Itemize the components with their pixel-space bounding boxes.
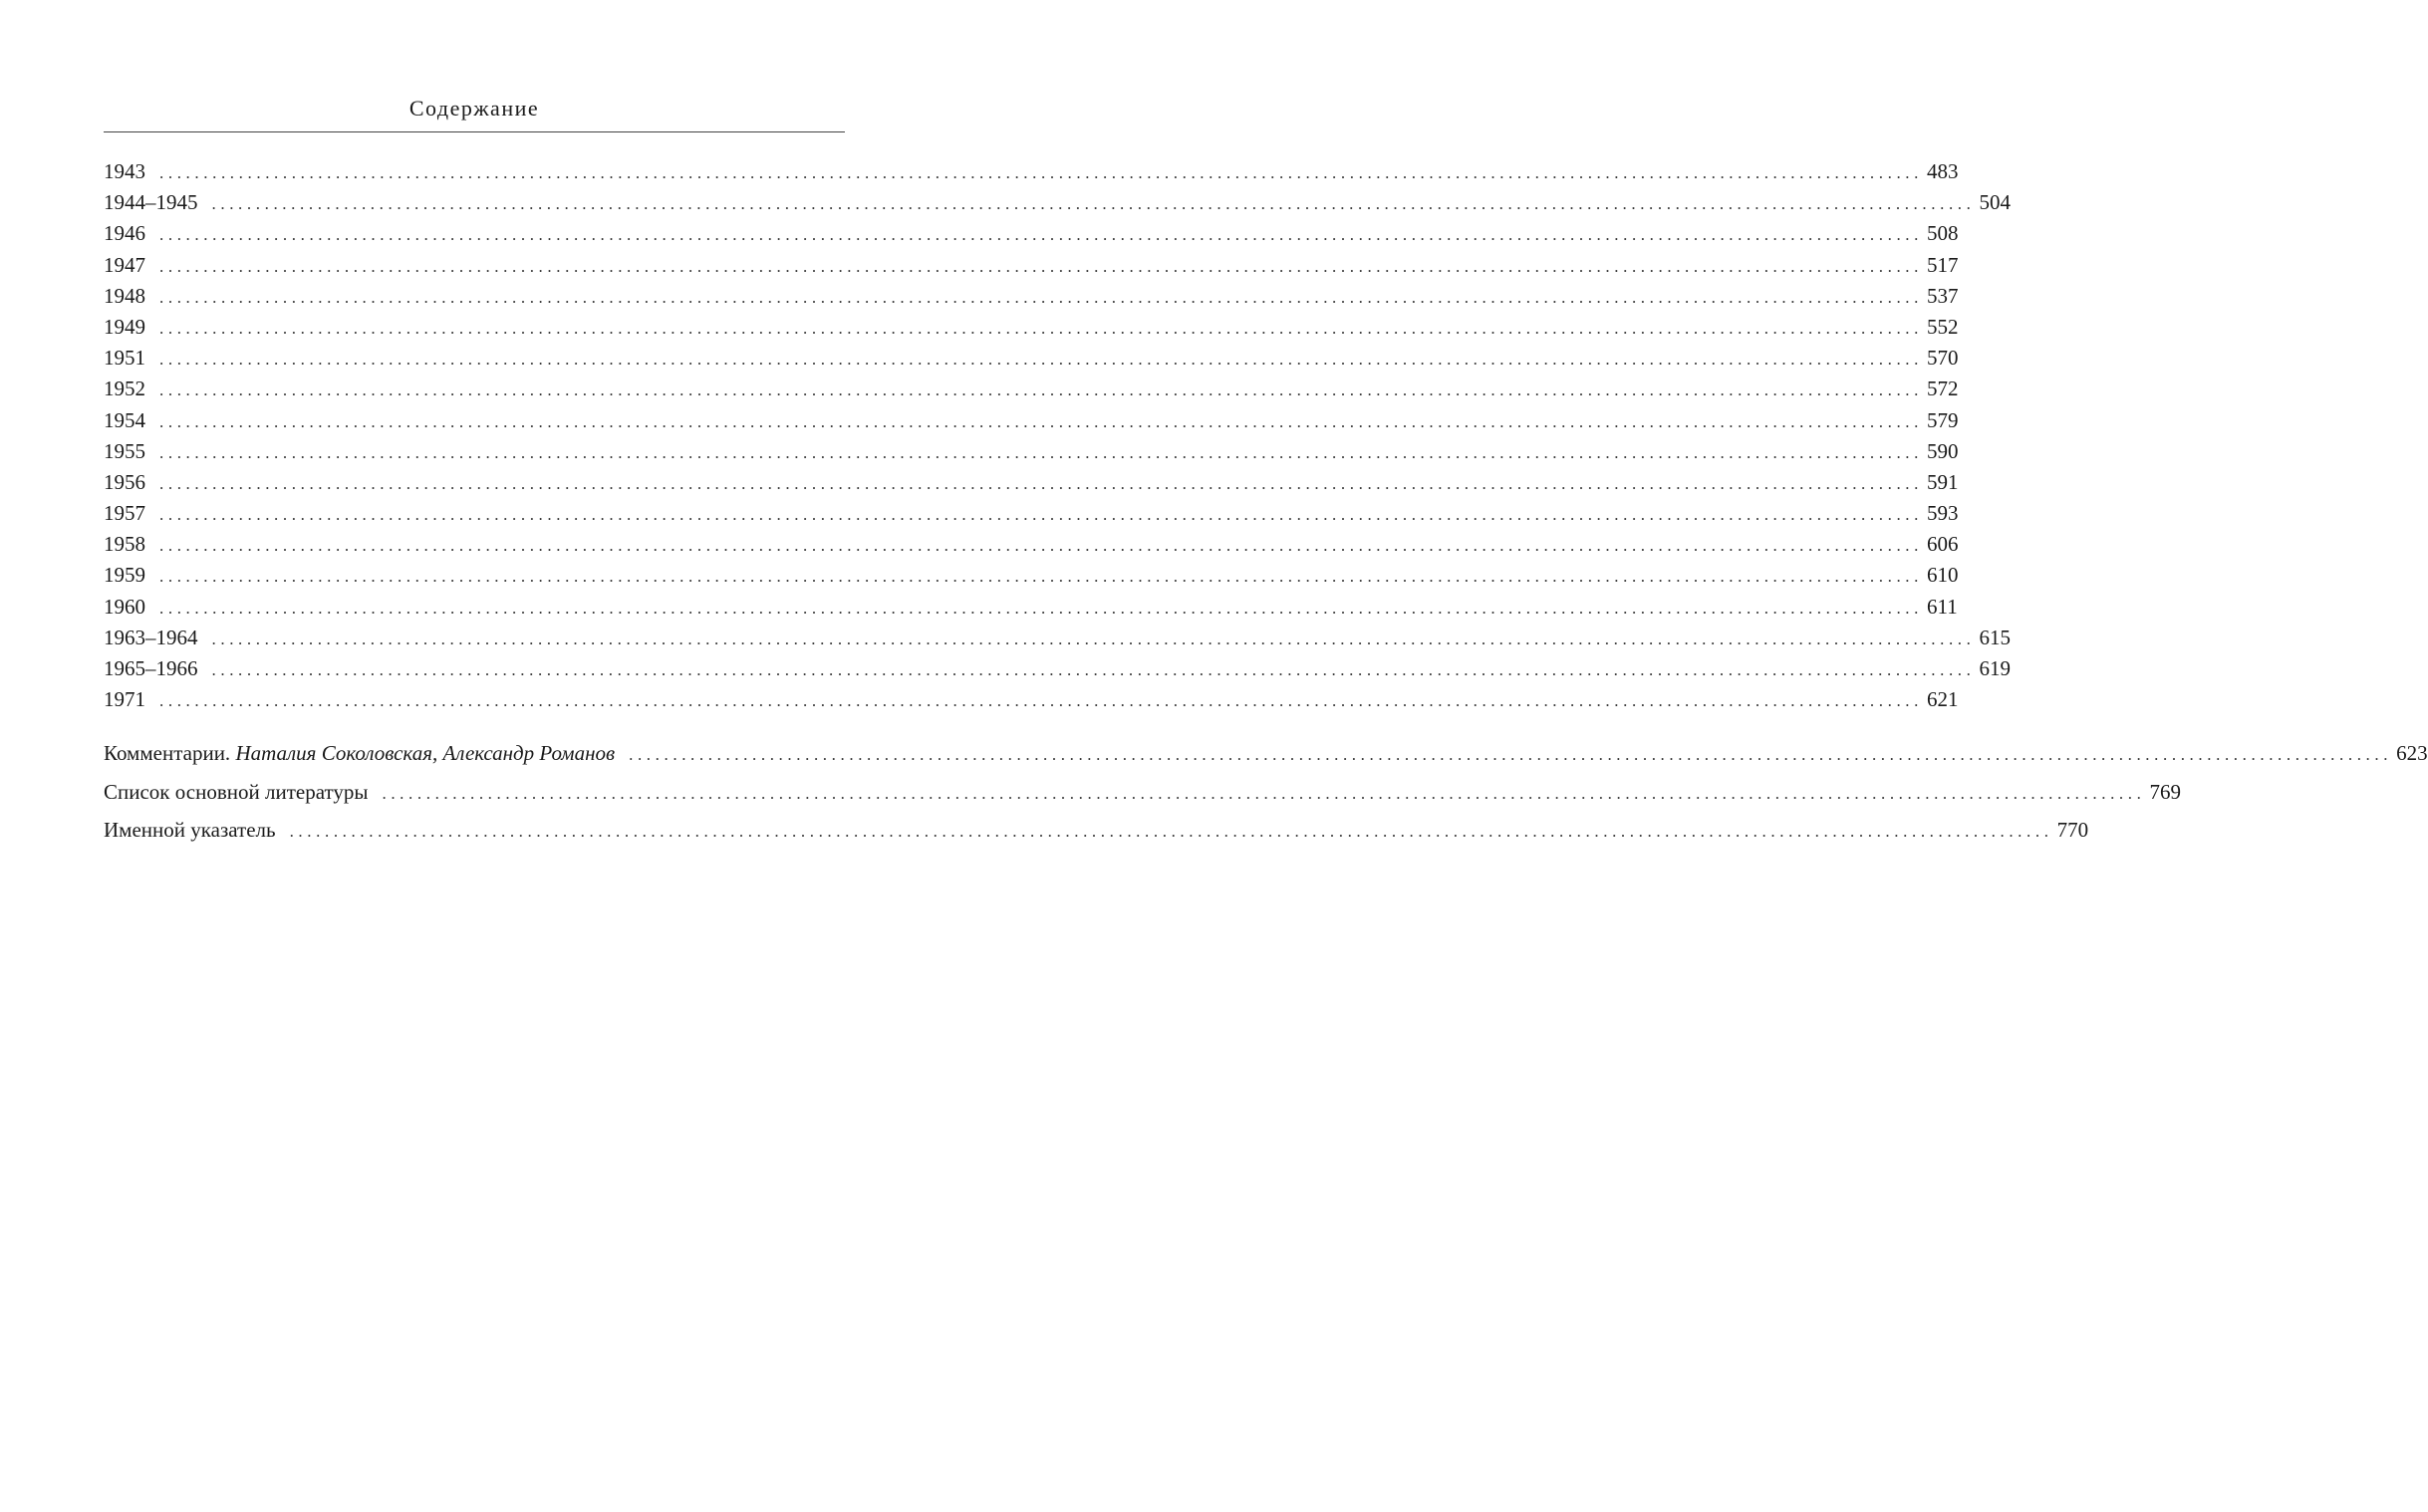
entry-label: 1963–1964 [104,625,198,649]
dot-leader: ........................................................................................................................................................................................................ [629,745,2393,764]
entry-page: 508 [1927,221,1959,246]
entry-page: 570 [1927,346,1959,371]
entry-page: 590 [1927,438,1959,463]
entry-label: 1951 [104,346,145,371]
toc-entry-bibliography[interactable] [104,779,2181,819]
dot-leader: ........................................................................................................................................................................................................ [159,225,1923,245]
toc-entry[interactable] [104,687,1959,718]
toc-entry[interactable] [104,377,1959,407]
toc-entry-commentary[interactable] [104,741,2428,780]
dot-leader: ........................................................................................................................................................................................................ [159,505,1923,525]
toc-year-list [104,159,2011,718]
entry-label: 1965–1966 [104,656,198,680]
dot-leader: ........................................................................................................................................................................................................ [159,598,1923,618]
commentary-label: Комментарии. [104,741,231,765]
commentary-authors: Наталия Соколовская, Александр Романов [235,741,616,765]
toc-entry[interactable] [104,159,1959,190]
entry-page: 606 [1927,532,1959,557]
dot-leader: ........................................................................................................................................................................................................ [211,194,1976,214]
toc-entry[interactable] [104,314,1959,346]
entry-page: 552 [1927,314,1959,339]
entry-label: 1946 [104,221,145,246]
entry-label: 1955 [104,438,145,463]
entry-label: 1956 [104,469,145,494]
toc-entry[interactable] [104,252,1959,284]
entry-page: 517 [1927,252,1959,277]
entry-label: 1960 [104,594,145,619]
entry-page: 770 [2056,818,2089,842]
dot-leader: ........................................................................................................................................................................................................ [159,473,1923,493]
toc-entry[interactable] [104,283,1959,315]
dot-leader: ........................................................................................................................................................................................................ [159,411,1923,431]
toc-entry[interactable] [104,469,1959,501]
dot-leader: ........................................................................................................................................................................................................ [211,660,1976,679]
dot-leader: ........................................................................................................................................................................................................ [289,822,2053,841]
entry-page: 615 [1979,625,2011,649]
toc-entry[interactable] [104,407,1959,439]
toc-entry[interactable] [104,438,1959,470]
entry-label: 1948 [104,283,145,308]
toc-entry[interactable] [104,625,2011,656]
toc-entry[interactable] [104,563,1959,594]
dot-leader: ........................................................................................................................................................................................................ [159,287,1923,307]
entry-label: 1944–1945 [104,190,198,215]
entry-label: 1971 [104,687,145,712]
toc-entry[interactable] [104,656,2011,687]
header-rule [104,131,845,132]
running-head-title: Содержание [408,96,540,121]
entry-label: Список основной литературы [104,779,369,804]
dot-leader: ........................................................................................................................................................................................................ [159,691,1923,711]
entry-page: 579 [1927,407,1959,432]
dot-leader: ........................................................................................................................................................................................................ [382,783,2146,803]
toc-entry-index[interactable] [104,818,2089,857]
entry-label: 1943 [104,159,145,183]
entry-page: 611 [1927,594,1958,619]
dot-leader: ........................................................................................................................................................................................................ [211,629,1976,648]
toc-back-matter-list [104,741,2428,857]
dot-leader: ........................................................................................................................................................................................................ [159,567,1923,587]
dot-leader: ........................................................................................................................................................................................................ [159,350,1923,370]
toc-entry[interactable] [104,594,1958,626]
entry-page: 537 [1927,283,1959,308]
entry-label: 1959 [104,563,145,588]
entry-page: 621 [1927,687,1959,712]
toc-entry[interactable] [104,501,1959,532]
entry-label: 1957 [104,501,145,526]
entry-page: 623 [2396,741,2428,765]
dot-leader: ........................................................................................................................................................................................................ [159,256,1923,276]
entry-label: 1958 [104,532,145,557]
dot-leader: ........................................................................................................................................................................................................ [159,380,1923,400]
entry-page: 593 [1927,501,1959,526]
dot-leader: ........................................................................................................................................................................................................ [159,442,1923,462]
entry-label-wrap [104,741,615,766]
entry-page: 769 [2149,779,2181,804]
entry-page: 610 [1927,563,1959,588]
entry-label: 1954 [104,407,145,432]
toc-entry[interactable] [104,190,2011,221]
dot-leader: ........................................................................................................................................................................................................ [159,536,1923,556]
entry-page: 591 [1927,469,1959,494]
entry-label: 1949 [104,314,145,339]
entry-label: 1952 [104,377,145,401]
toc-entry[interactable] [104,346,1959,377]
dot-leader: ........................................................................................................................................................................................................ [159,318,1923,338]
dot-leader: ........................................................................................................................................................................................................ [159,163,1923,182]
entry-page: 619 [1979,656,2011,680]
entry-page: 504 [1979,190,2011,215]
toc-entry[interactable] [104,221,1959,252]
entry-page: 572 [1927,377,1959,401]
entry-label: Именной указатель [104,818,276,842]
entry-label: 1947 [104,252,145,277]
toc-entry[interactable] [104,532,1959,563]
entry-page: 483 [1927,159,1959,183]
